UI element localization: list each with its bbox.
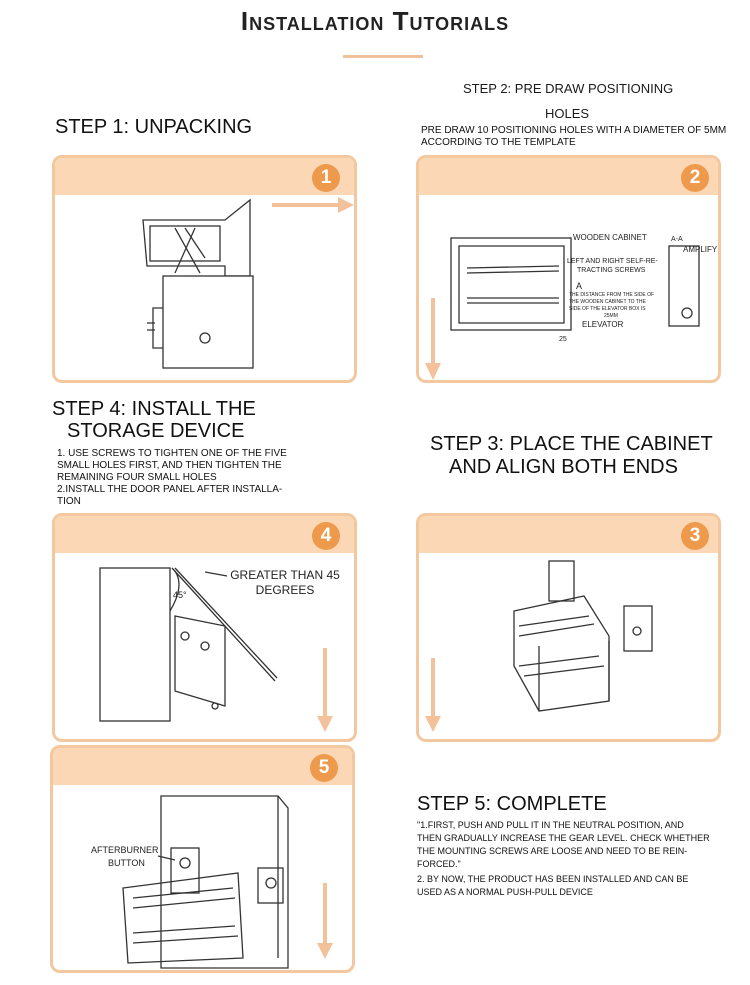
step2-desc-line2: ACCORDING TO THE TEMPLATE bbox=[421, 137, 576, 148]
step1-arrow bbox=[270, 195, 360, 215]
step4-illustration bbox=[55, 516, 357, 742]
step4-heading-line2: STORAGE DEVICE bbox=[67, 420, 245, 442]
step5-badge: 5 bbox=[310, 754, 338, 782]
step2-heading-line1: STEP 2: PRE DRAW POSITIONING bbox=[463, 81, 674, 96]
step5-card bbox=[50, 745, 355, 973]
step2-heading-line2: HOLES bbox=[545, 106, 590, 121]
step4-angle: 45° bbox=[173, 590, 187, 600]
step4-desc-line1: 1. USE SCREWS TO TIGHTEN ONE OF THE FIVE bbox=[57, 448, 287, 459]
step4-desc-line4: 2.INSTALL THE DOOR PANEL AFTER INSTALLA- bbox=[57, 484, 283, 495]
label-elevator: ELEVATOR bbox=[582, 320, 624, 329]
step3-heading-line1: STEP 3: PLACE THE CABINET bbox=[430, 433, 713, 455]
step3-illustration bbox=[419, 516, 721, 742]
step4-desc-line3: REMAINING FOUR SMALL HOLES bbox=[57, 472, 217, 483]
step3-badge: 3 bbox=[681, 522, 709, 550]
step3-card bbox=[416, 513, 721, 742]
step4-card bbox=[52, 513, 357, 742]
title-underline bbox=[343, 55, 423, 58]
label-aa: A-A bbox=[671, 236, 683, 243]
label-wooden-cabinet: WOODEN CABINET bbox=[573, 233, 647, 242]
step3-heading-line2: AND ALIGN BOTH ENDS bbox=[449, 456, 678, 478]
label-amplify: AMPLIFY bbox=[683, 245, 718, 254]
step1-badge: 1 bbox=[312, 164, 340, 192]
step5-heading: STEP 5: COMPLETE bbox=[417, 793, 607, 815]
step1-illustration bbox=[55, 158, 357, 383]
label-screws-1: LEFT AND RIGHT SELF-RE- bbox=[567, 258, 658, 265]
label-a: A bbox=[576, 281, 583, 291]
step2-illustration bbox=[419, 158, 721, 383]
step4-label-1: GREATER THAN 45 bbox=[230, 568, 340, 582]
label-screws-2: TRACTING SCREWS bbox=[577, 267, 646, 274]
step1-card bbox=[52, 155, 357, 383]
step5-desc-line2: THEN GRADUALLY INCREASE THE GEAR LEVEL. CHECK WHETHER bbox=[417, 833, 710, 843]
step2-badge: 2 bbox=[681, 164, 709, 192]
step2-card bbox=[416, 155, 721, 383]
page-title: Installation Tutorials bbox=[240, 6, 510, 36]
step5-desc-line4: FORCED." bbox=[417, 859, 461, 869]
label-dist-1: THE DISTANCE FROM THE SIDE OF bbox=[569, 292, 655, 298]
step4-desc-line5: TION bbox=[57, 496, 81, 507]
step2-desc-line1: PRE DRAW 10 POSITIONING HOLES WITH A DIAMETER OF 5MM bbox=[421, 125, 727, 136]
label-dist-2: THE WOODEN CABINET TO THE bbox=[569, 299, 646, 305]
step5-desc-line6: USED AS A NORMAL PUSH-PULL DEVICE bbox=[417, 887, 593, 897]
step5-desc-line5: 2. BY NOW, THE PRODUCT HAS BEEN INSTALLED AND CAN BE bbox=[417, 874, 689, 884]
label-dist-3: SIDE OF THE ELEVATOR BOX IS bbox=[569, 306, 646, 312]
step4-badge: 4 bbox=[312, 522, 340, 550]
step1-heading: STEP 1: UNPACKING bbox=[55, 116, 253, 138]
step5-label-2: BUTTON bbox=[108, 858, 145, 868]
step5-illustration bbox=[53, 748, 355, 973]
label-25: 25 bbox=[559, 336, 567, 343]
step5-desc-line1: "1.FIRST, PUSH AND PULL IT IN THE NEUTRAL POSITION, AND bbox=[417, 820, 684, 830]
step4-desc-line2: SMALL HOLES FIRST, AND THEN TIGHTEN THE bbox=[57, 460, 282, 471]
label-dist-4: 25MM bbox=[604, 313, 618, 319]
step5-label-1: AFTERBURNER bbox=[91, 845, 159, 855]
step4-heading-line1: STEP 4: INSTALL THE bbox=[52, 398, 256, 420]
step5-desc-line3: THE MOUNTING SCREWS ARE LOOSE AND NEED TO BE REIN- bbox=[417, 846, 688, 856]
step4-label-2: DEGREES bbox=[255, 583, 315, 597]
